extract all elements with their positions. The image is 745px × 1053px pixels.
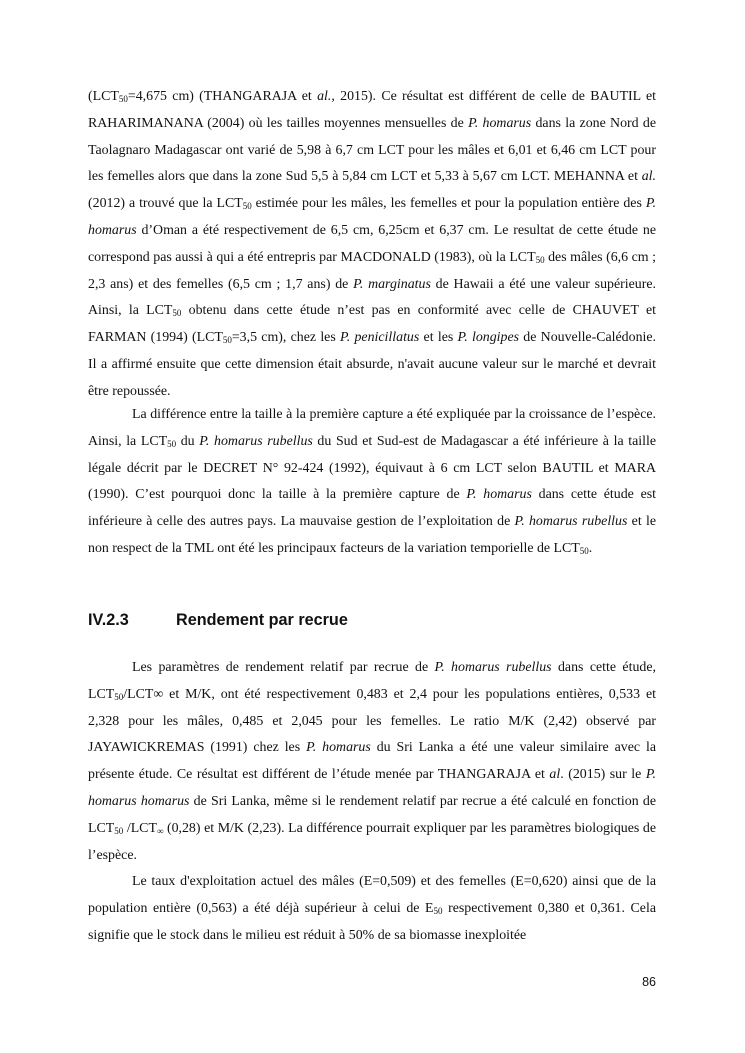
paragraph-lct50-comparison: ($LCT_{50}=4,675$ cm) (THANGARAJA et al., 2015). Ce résultat est différent de celle de BAUTIL et RAHARIMANANA (2004) où les tailles moyennes mensuelles de P. homarus dans la zone Nord de Taolagnaro Madagascar ont varié de 5,98 à 6,7 cm LCT pour les mâles et 6,01 et 6,46 cm LCT pour les femelles alors que dans la zone Sud 5,5 à 5,84 cm LCT et 5,33 à 5,67 cm LCT. MEHANNA et al. (2012) a trouvé que la $LCT_{50}$ estimée pour les mâles, les femelles et pour la population entière des P. homarus d’Oman a été respectivement de 6,5 cm, 6,25cm et 6,37 cm. Le resultat de cette étude ne correspond pas aussi à qui a été entrepris par MACDONALD (1983), où la $LCT_{50}$ des mâles (6,6 cm ; 2,3 ans) et des femelles (6,5 cm ; 1,7 ans) de P. marginatus de Hawaii a été une valeur supérieure. Ainsi, la $LCT_{50}$ obtenu dans cette étude n’est pas en conformité avec celle de CHAUVET et FARMAN (1994) ($LCT_{50}=3,5$ cm), chez les P. penicillatus et les P. longipes de Nouvelle-Calédonie. Il a affirmé ensuite que cette dimension était absurde, n'avait aucune valeur sur le marché et devrait être repoussée. (88, 89, 657, 399)
section-heading (88, 609, 656, 631)
paragraph-yield-per-recruit: Les paramètres de rendement relatif par recrue de P. homarus rubellus dans cette étude, $LCT_{50}/LCT\infty$ et M/K, ont été respectivement 0,483 et 2,4 pour les populations entières, 0,533 et 2,328 pour les mâles, 0,485 et 2,045 pour les femelles. Le ratio M/K (2,42) observé par JAYAWICKREMAS (1991) chez les P. homarus du Sri Lanka a été une valeur similaire avec la présente étude. Ce résultat est différent de l’étude menée par THANGARAJA et al. (2015) sur le P. homarus homarus de Sri Lanka, même si le rendement relatif par recrue a été calculé en fonction de $LCT_{50}$ $/LCT_\infty$ (0,28) et M/K (2,23). La différence pourrait expliquer par les paramètres biologiques de l’espèce. (88, 660, 656, 863)
section-title: Rendement par recrue (176, 611, 348, 629)
page-number: 86 (642, 975, 656, 989)
paragraph-exploitation-rate: Le taux d'exploitation actuel des mâles (E=0,509) et des femelles (E=0,620) ainsi que de la population entière (0,563) a été déjà supérieur à celui de $E_{50}$ respectivement 0,380 et 0,361. Cela signifie que le stock dans le milieu est réduit à 50% de sa biomasse inexploitée (88, 874, 656, 943)
paragraph-size-difference: La différence entre la taille à la première capture a été expliquée par la croissance de l’espèce. Ainsi, la $LCT_{50}$ du P. homarus rubellus du Sud et Sud-est de Madagascar a été inférieure à la taille légale décrit par le DECRET N° 92-424 (1992), équivaut à 6 cm LCT selon BAUTIL et MARA (1990). C’est pourquoi donc la taille à la première capture de P. homarus dans cette étude est inférieure à celle des autres pays. La mauvaise gestion de l’exploitation de P. homarus rubellus et le non respect de la TML ont été les principaux facteurs de la variation temporielle de $LCT_{50}$. (88, 407, 657, 556)
section-number: IV.2.3 (88, 611, 129, 629)
